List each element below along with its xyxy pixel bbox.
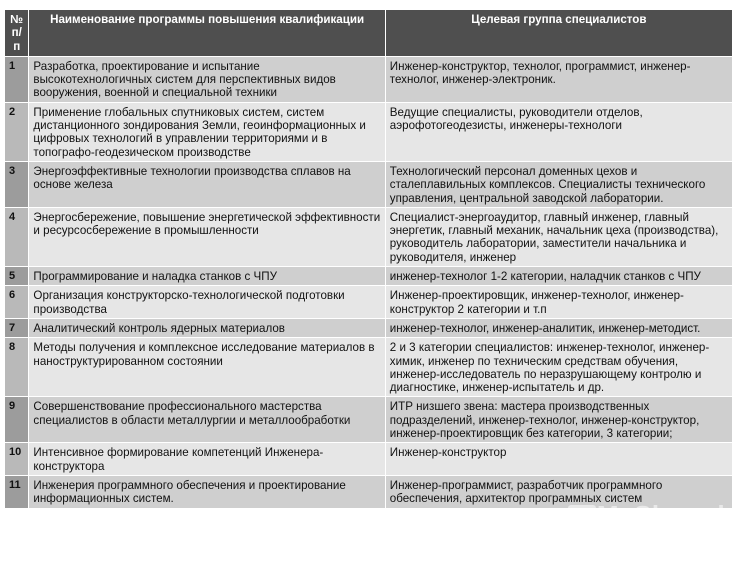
program-name: Применение глобальных спутниковых систем, систем дистанционного зондирования Земли, геоинформационных и цифровых технологий в управлении территориями и в топографо-геодезическом производстве xyxy=(29,102,385,161)
row-number: 5 xyxy=(5,267,29,286)
program-name: Энергоэффективные технологии производства сплавов на основе железа xyxy=(29,161,385,207)
program-name: Совершенствование профессионального мастерства специалистов в области металлургии и металлообработки xyxy=(29,397,385,443)
program-name: Энергосбережение, повышение энергетической эффективности и ресурсосбережение в промышленности xyxy=(29,207,385,266)
row-number: 6 xyxy=(5,286,29,319)
watermark-logo-icon xyxy=(568,505,596,529)
header-row xyxy=(5,10,733,57)
header-program: Наименование программы повышения квалификации xyxy=(29,10,385,57)
table-row xyxy=(5,267,733,286)
target-group: Технологический персонал доменных цехов и сталеплавильных комплексов. Специалисты технического управления, центральной заводской лаборатории. xyxy=(385,161,732,207)
program-name: Инженерия программного обеспечения и проектирование информационных систем. xyxy=(29,475,385,508)
table-row xyxy=(5,443,733,476)
target-group: 2 и 3 категории специалистов: инженер-технолог, инженер-химик, инженер по техническим средствам обучения, инженер-исследователь по неразрушающему контролю и диагностике, инженер-испытатель и др. xyxy=(385,338,732,397)
target-group: Инженер-проектировщик, инженер-технолог, инженер-конструктор 2 категории и т.п xyxy=(385,286,732,319)
target-group: Специалист-энергоаудитор, главный инженер, главный энергетик, главный механик, начальник цеха (производства), руководитель лаборатории, заместители начальника и руководителя, инженер xyxy=(385,207,732,266)
target-group: Инженер-программист, разработчик программного обеспечения, архитектор программных систем xyxy=(385,475,732,508)
table-row xyxy=(5,475,733,508)
table-row xyxy=(5,318,733,337)
program-name: Программирование и наладка станков с ЧПУ xyxy=(29,267,385,286)
target-group: ИТР низшего звена: мастера производственных подразделений, инженер-технолог, инженер-конструктор, инженер-проектировщик без категории, 3 категории; xyxy=(385,397,732,443)
program-name: Аналитический контроль ядерных материалов xyxy=(29,318,385,337)
table-row xyxy=(5,102,733,161)
row-number: 11 xyxy=(5,475,29,508)
program-name: Разработка, проектирование и испытание высокотехнологичных систем для перспективных видов вооружения, военной и специальной техники xyxy=(29,56,385,102)
program-name: Организация конструкторско-технологической подготовки производства xyxy=(29,286,385,319)
row-number: 7 xyxy=(5,318,29,337)
table-row xyxy=(5,338,733,397)
row-number: 1 xyxy=(5,56,29,102)
row-number: 10 xyxy=(5,443,29,476)
target-group: инженер-технолог 1-2 категории, наладчик станков с ЧПУ xyxy=(385,267,732,286)
header-num: № п/п xyxy=(5,10,29,57)
row-number: 2 xyxy=(5,102,29,161)
row-number: 4 xyxy=(5,207,29,266)
header-target: Целевая группа специалистов xyxy=(385,10,732,57)
table-row xyxy=(5,161,733,207)
row-number: 9 xyxy=(5,397,29,443)
top-band xyxy=(0,0,750,8)
watermark: MyShared xyxy=(596,500,726,530)
qualification-programs-table xyxy=(4,9,733,509)
table-row xyxy=(5,286,733,319)
program-name: Интенсивное формирование компетенций Инженера-конструктора xyxy=(29,443,385,476)
target-group: инженер-технолог, инженер-аналитик, инженер-методист. xyxy=(385,318,732,337)
target-group: Инженер-конструктор, технолог, программист, инженер-технолог, инженер-электроник. xyxy=(385,56,732,102)
row-number: 8 xyxy=(5,338,29,397)
row-number: 3 xyxy=(5,161,29,207)
table-row xyxy=(5,397,733,443)
table-row xyxy=(5,207,733,266)
target-group: Инженер-конструктор xyxy=(385,443,732,476)
program-name: Методы получения и комплексное исследование материалов в наноструктурированном состоянии xyxy=(29,338,385,397)
table-row xyxy=(5,56,733,102)
target-group: Ведущие специалисты, руководители отделов, аэрофотогеодезисты, инженеры-технологи xyxy=(385,102,732,161)
